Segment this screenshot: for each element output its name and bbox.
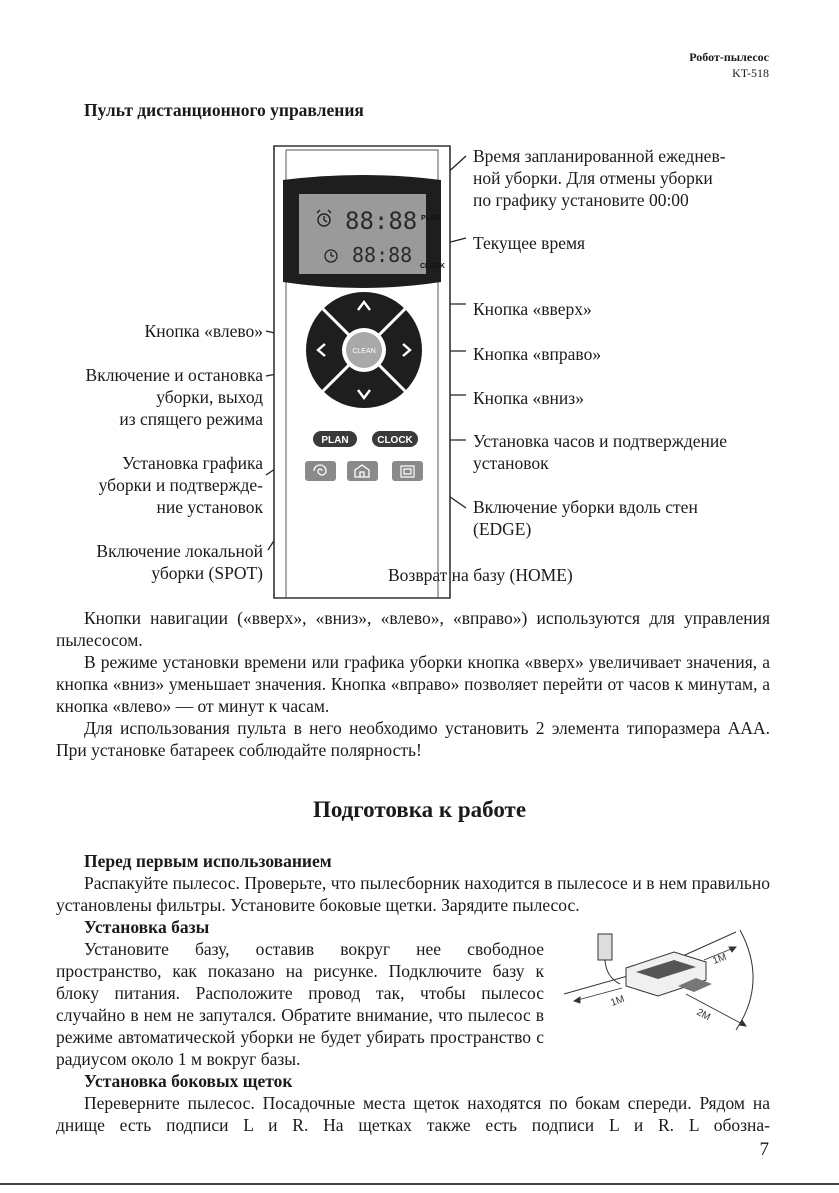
brushes-section xyxy=(56,1070,770,1136)
remote-description xyxy=(56,607,770,761)
label-plan: Установка графика уборки и подтвержде- ние установок xyxy=(98,453,263,517)
first-use-heading: Перед первым использованием xyxy=(84,851,332,871)
plan-button-label: PLAN xyxy=(321,435,349,446)
brushes-text: Переверните пылесос. Посадочные места щеток находятся по бокам спереди. Рядом на днище есть подписи L и R. На щетках также есть подписи L и R. L обозна- xyxy=(56,1093,770,1135)
label-up: Кнопка «вверх» xyxy=(473,299,592,319)
power-adapter-icon xyxy=(598,934,612,960)
base-text-block xyxy=(56,938,544,1070)
header-model: KT-518 xyxy=(732,66,769,80)
base-placement-diagram xyxy=(556,922,772,1032)
lcd-clock-time: 88:88 xyxy=(352,243,413,267)
label-current-time: Текущее время xyxy=(473,233,586,253)
label-edge: Включение уборки вдоль стен (EDGE) xyxy=(473,497,698,539)
bottom-rule xyxy=(0,1183,839,1185)
lcd-plan-label: PLAN xyxy=(421,215,441,222)
label-clock: Установка часов и подтверждение установок xyxy=(473,431,728,473)
label-spot: Включение локальной уборки (SPOT) xyxy=(96,541,263,583)
base-heading: Установка базы xyxy=(84,917,210,937)
clearance-arc xyxy=(736,930,753,1030)
remote-section-title: Пульт дистанционного управления xyxy=(84,100,364,120)
right-clearance-label: 1M xyxy=(711,951,729,967)
edge-button[interactable] xyxy=(392,461,423,481)
clean-button-label: CLEAN xyxy=(352,348,376,355)
paragraph: Для использования пульта в него необходимо установить 2 элемента типоразмера ААА. При установке батареек соблюдайте полярность! xyxy=(56,718,770,760)
header-product: Робот-пылесос xyxy=(689,50,769,64)
label-clean: Включение и остановка уборки, выход из спящего режима xyxy=(85,365,263,429)
page-number: 7 xyxy=(759,1139,769,1160)
paragraph: В режиме установки времени или графика уборки кнопка «вверх» увеличивает значения, а кнопка «вниз» уменьшает значения. Кнопка «вправо» позволяет перейти от часов к минутам, а кнопка «влево» — от минут к часам. xyxy=(56,652,770,716)
paragraph: Кнопки навигации («вверх», «вниз», «влево», «вправо») используются для управления пылесосом. xyxy=(56,608,770,650)
label-left: Кнопка «влево» xyxy=(144,321,263,341)
lcd-clock-label: CLOCK xyxy=(420,263,445,270)
label-plan-time: Время запланированной ежеднев- ной уборки. Для отмены уборки по графику установите 00:00 xyxy=(473,146,726,210)
spot-button[interactable] xyxy=(305,461,336,481)
brushes-heading: Установка боковых щеток xyxy=(84,1071,293,1091)
label-right: Кнопка «вправо» xyxy=(473,344,602,364)
base-text: Установите базу, оставив вокруг нее свободное пространство, как показано на рисунке. Подключите базу к блоку питания. Расположите провод так, чтобы пылесос случайно в нем не запутался. Обратите внимание, что пылесос в режиме автоматической уборки не будет убирать пространство с радиусом около 1 м вокруг базы. xyxy=(56,939,544,1069)
clock-button-label: CLOCK xyxy=(377,435,413,446)
first-use-section xyxy=(56,850,770,916)
label-home: Возврат на базу (HOME) xyxy=(388,565,573,585)
lcd-plan-time: 88:88 xyxy=(345,207,418,235)
front-clearance-label: 2M xyxy=(694,1006,713,1024)
preparation-title: Подготовка к работе xyxy=(312,797,527,822)
label-down: Кнопка «вниз» xyxy=(473,388,584,408)
first-use-text: Распакуйте пылесос. Проверьте, что пылесборник находится в пылесосе и в нем правильно установлены фильтры. Установите боковые щетки. Зарядите пылесос. xyxy=(56,873,770,915)
left-clearance-label: 1M xyxy=(609,993,627,1009)
home-button[interactable] xyxy=(347,461,378,481)
